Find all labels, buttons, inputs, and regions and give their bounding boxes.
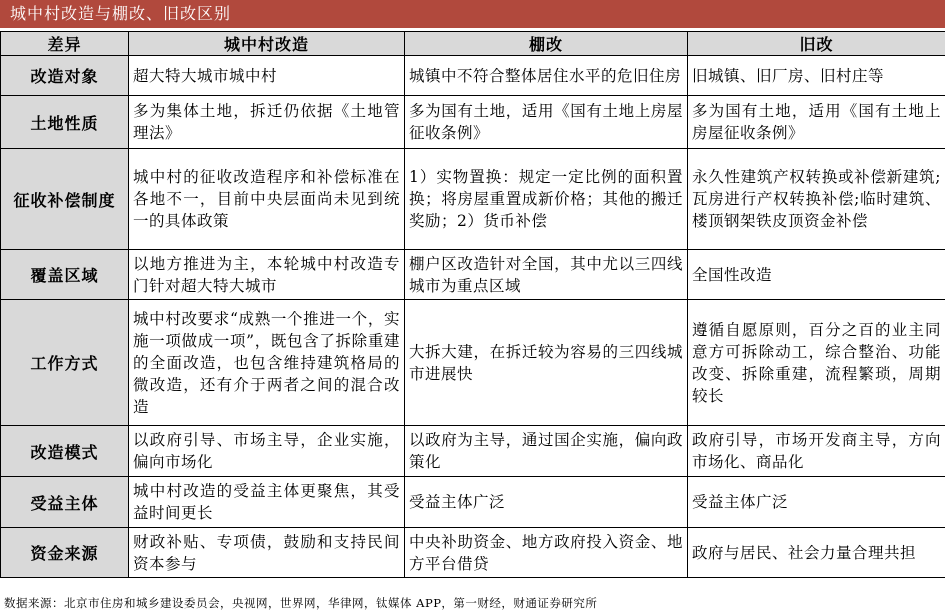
header-shantytown: 棚改 [405,32,688,56]
table-cell: 全国性改造 [688,250,945,300]
table-cell: 旧城镇、旧厂房、旧村庄等 [688,56,945,96]
table-cell: 中央补助资金、地方政府投入资金、地方平台借贷 [405,528,688,578]
table-cell: 永久性建筑产权转换或补偿新建筑;瓦房进行产权转换补偿;临时建筑、楼顶钢架铁皮顶资金补偿 [688,149,945,250]
table-cell: 财政补贴、专项债，鼓励和支持民间资本参与 [129,528,405,578]
table-cell: 以地方推进为主，本轮城中村改造专门针对超大特大城市 [129,250,405,300]
table-row [1,96,945,149]
table-cell: 受益主体广泛 [405,477,688,528]
table-row [1,477,945,528]
header-urban-village: 城中村改造 [129,32,405,56]
table-cell: 受益主体广泛 [688,477,945,528]
table-cell: 政府与居民、社会力量合理共担 [688,528,945,578]
table-cell: 城中村改要求“成熟一个推进一个，实施一项做成一项”，既包含了拆除重建的全面改造，也包含维持建筑格局的微改造，还有介于两者之间的混合改造 [129,300,405,426]
table-cell: 大拆大建，在拆迁较为容易的三四线城市进展快 [405,300,688,426]
table-cell: 1）实物置换：规定一定比例的面积置换；将房屋重置成新价格；其他的搬迁奖励；2）货币补偿 [405,149,688,250]
row-label: 工作方式 [1,300,129,426]
table-cell: 以政府为主导，通过国企实施，偏向政策化 [405,426,688,477]
table-cell: 城镇中不符合整体居住水平的危旧住房 [405,56,688,96]
table-row [1,426,945,477]
table-cell: 以政府引导、市场主导，企业实施，偏向市场化 [129,426,405,477]
row-label: 受益主体 [1,477,129,528]
row-label: 覆盖区域 [1,250,129,300]
table-cell: 棚户区改造针对全国，其中尤以三四线城市为重点区域 [405,250,688,300]
table-row [1,300,945,426]
table-title: 城中村改造与棚改、旧改区别 [0,0,945,28]
table-cell: 多为国有土地，适用《国有土地上房屋征收条例》 [405,96,688,149]
table-cell: 多为集体土地，拆迁仍依据《土地管理法》 [129,96,405,149]
table-cell: 超大特大城市城中村 [129,56,405,96]
header-diff: 差异 [1,32,129,56]
table-cell: 遵循自愿原则，百分之百的业主同意方可拆除动工，综合整治、功能改变、拆除重建，流程繁琐，周期较长 [688,300,945,426]
row-label: 资金来源 [1,528,129,578]
row-label: 土地性质 [1,96,129,149]
comparison-table [0,31,945,578]
row-label: 征收补偿制度 [1,149,129,250]
table-cell: 城中村的征收改造程序和补偿标准在各地不一，目前中央层面尚未见到统一的具体政策 [129,149,405,250]
table-row [1,56,945,96]
row-label: 改造模式 [1,426,129,477]
table-row [1,149,945,250]
header-old-renovation: 旧改 [688,32,945,56]
table-cell: 城中村改造的受益主体更聚焦，其受益时间更长 [129,477,405,528]
table-row [1,528,945,578]
table-cell: 政府引导，市场开发商主导，方向市场化、商品化 [688,426,945,477]
table-row [1,250,945,300]
source-note: 数据来源：北京市住房和城乡建设委员会，央视网，世界网，华律网，钛媒体 APP，第一财经，财通证券研究所 [4,596,598,610]
table-cell: 多为国有土地，适用《国有土地上房屋征收条例》 [688,96,945,149]
row-label: 改造对象 [1,56,129,96]
header-row [1,32,945,56]
